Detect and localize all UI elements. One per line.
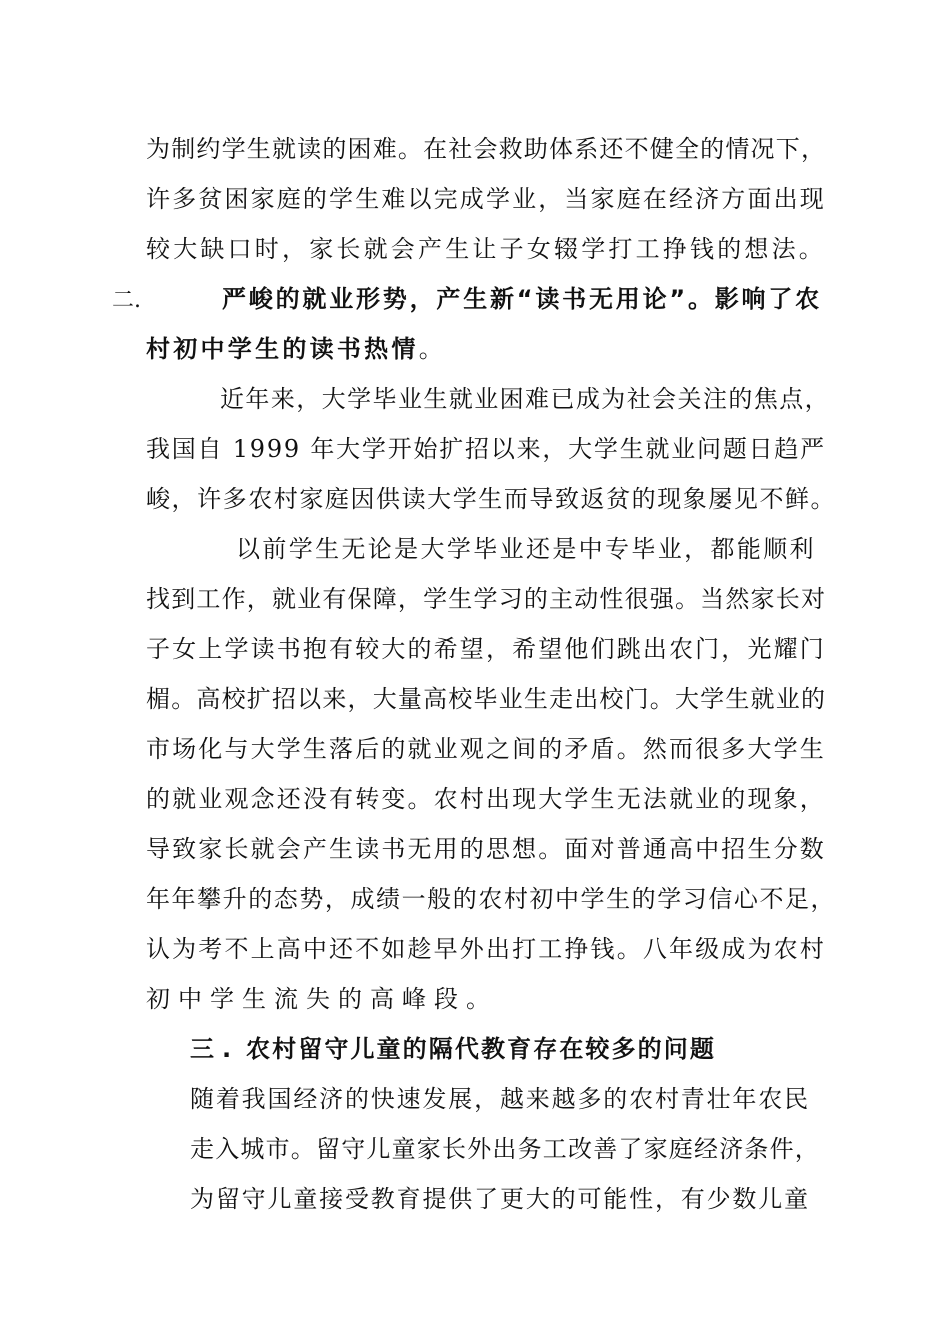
paragraph-2-line-2: 我国自 1999 年大学开始扩招以来，大学生就业问题日趋严 — [146, 435, 826, 463]
paragraph-3-line-2: 找到工作，就业有保障，学生学习的主动性很强。当然家长对 — [146, 585, 827, 613]
paragraph-3-line-1: 以前学生无论是大学毕业还是中专毕业，都能顺利 — [236, 535, 816, 563]
heading-2-line-2-end: 。 — [418, 335, 446, 363]
paragraph-1-line-3: 较大缺口时，家长就会产生让子女辍学打工挣钱的想法。 — [146, 235, 826, 263]
paragraph-3-line-5: 市场化与大学生落后的就业观之间的矛盾。然而很多大学生 — [146, 735, 826, 763]
paragraph-3-line-9: 认为考不上高中还不如趁早外出打工挣钱。八年级成为农村 — [146, 935, 826, 963]
paragraph-3-line-3: 子女上学读书抱有较大的希望，希望他们跳出农门，光耀门 — [146, 635, 826, 663]
paragraph-4-line-2: 走入城市。留守儿童家长外出务工改善了家庭经济条件， — [190, 1135, 820, 1163]
paragraph-3-line-8: 年年攀升的态势，成绩一般的农村初中学生的学习信心不足， — [146, 885, 837, 913]
paragraph-3-line-7: 导致家长就会产生读书无用的思想。面对普通高中招生分数 — [146, 835, 826, 863]
paragraph-4-line-1: 随着我国经济的快速发展，越来越多的农村青壮年农民 — [190, 1085, 810, 1113]
paragraph-3-line-4: 楣。高校扩招以来，大量高校毕业生走出校门。大学生就业的 — [146, 685, 827, 713]
heading-3-number: 三. — [190, 1035, 240, 1063]
paragraph-3-line-6: 的就业观念还没有转变。农村出现大学生无法就业的现象， — [146, 785, 826, 813]
heading-2-line-1: 严峻的就业形势，产生新“读书无用论”。影响了农 — [222, 285, 822, 313]
paragraph-3-line-10: 初中学生流失的高峰段。 — [146, 985, 498, 1013]
heading-3-text: 农村留守儿童的隔代教育存在较多的问题 — [246, 1035, 716, 1063]
paragraph-1-line-2: 许多贫困家庭的学生难以完成学业，当家庭在经济方面出现 — [146, 185, 826, 213]
paragraph-1-line-1: 为制约学生就读的困难。在社会救助体系还不健全的情况下， — [146, 135, 827, 163]
heading-2-line-2-text: 村初中学生的读书热情 — [146, 335, 419, 363]
paragraph-2-line-1: 近年来，大学毕业生就业困难已成为社会关注的焦点， — [220, 385, 831, 413]
heading-2-number: 二. — [112, 288, 141, 313]
paragraph-2-line-3: 峻，许多农村家庭因供读大学生而导致返贫的现象屡见不鲜。 — [146, 485, 837, 513]
heading-2-line-2 — [146, 334, 446, 364]
paragraph-4-line-3: 为留守儿童接受教育提供了更大的可能性，有少数儿童 — [190, 1185, 810, 1213]
